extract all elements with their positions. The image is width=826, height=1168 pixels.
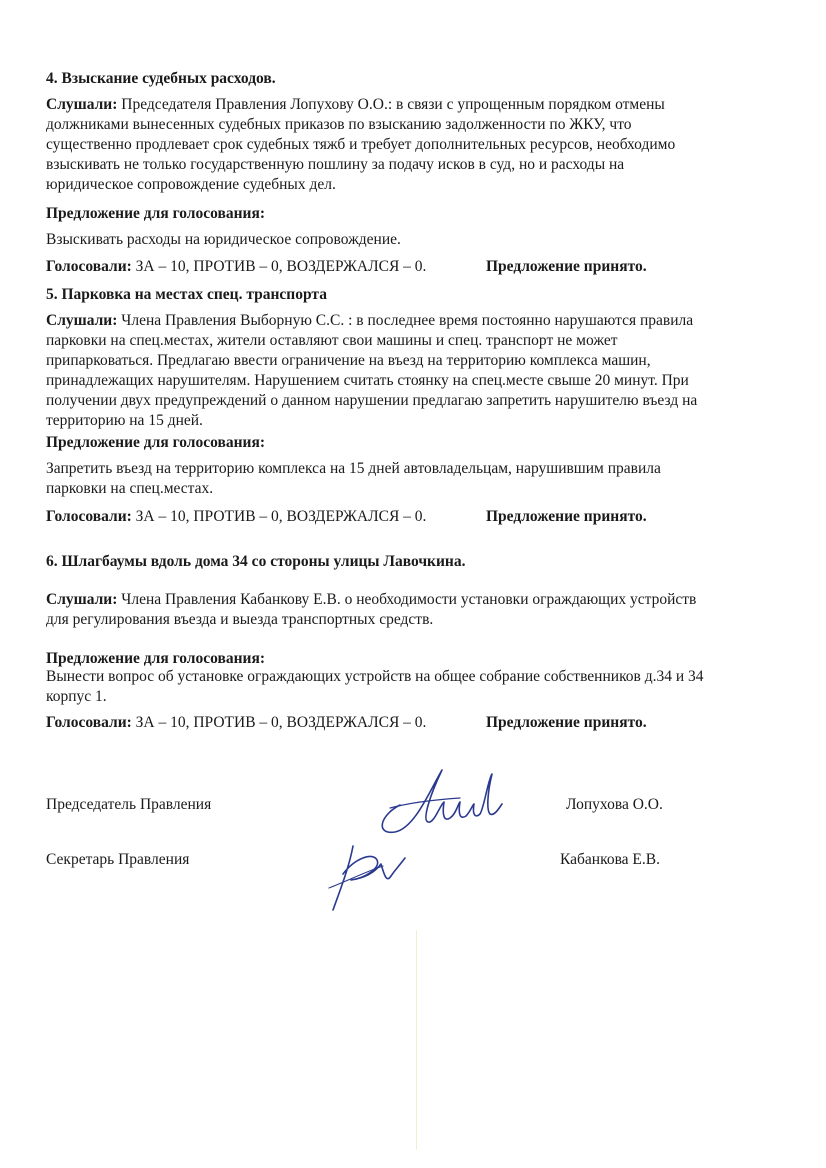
section-4-heard-line: должниками вынесенных судебных приказов по взысканию задолженности по ЖКУ, что <box>46 116 632 133</box>
vote-label: Голосовали: <box>46 508 132 525</box>
section-6-heard-line: для регулирования въезда и выезда транспортных средств. <box>46 611 434 628</box>
section-5-heard-line: припарковаться. Предлагаю ввести ограничение на въезд на территорию комплекса машин, <box>46 352 651 369</box>
section-6-heard-line <box>46 591 696 609</box>
section-5-heard-line: территорию на 15 дней. <box>46 412 203 429</box>
section-4-heard-line: взыскивать не только государственную пошлину за подачу исков в суд, но и расходы на <box>46 156 625 173</box>
section-4-proposal-label: Предложение для голосования: <box>46 205 265 222</box>
section-4-vote-result: Предложение принято. <box>486 258 647 275</box>
section-6-heading: 6. Шлагбаумы вдоль дома 34 со стороны улицы Лавочкина. <box>46 553 466 570</box>
section-4-heard-line: юридическое сопровождение судебных дел. <box>46 176 336 193</box>
vote-text: ЗА – 10, ПРОТИВ – 0, ВОЗДЕРЖАЛСЯ – 0. <box>131 714 427 731</box>
secretary-name: Кабанкова Е.В. <box>560 851 660 868</box>
heard-text: Члена Правления Выборную С.С. : в последнее время постоянно нарушаются правила <box>117 312 694 329</box>
heard-text: Председателя Правления Лопухову О.О.: в связи с упрощенным порядком отмены <box>117 96 665 113</box>
secretary-signature <box>325 838 410 916</box>
section-5-vote-result: Предложение принято. <box>486 508 647 525</box>
section-4-heard-line <box>46 96 665 114</box>
section-5-heard-line: принадлежащих нарушителям. Нарушением считать стоянку на спец.месте свыше 20 минут. При <box>46 372 689 389</box>
section-6-vote-line <box>46 714 426 732</box>
vote-text: ЗА – 10, ПРОТИВ – 0, ВОЗДЕРЖАЛСЯ – 0. <box>131 508 427 525</box>
section-6-proposal-line: корпус 1. <box>46 688 107 705</box>
vote-text: ЗА – 10, ПРОТИВ – 0, ВОЗДЕРЖАЛСЯ – 0. <box>131 258 427 275</box>
section-6-proposal-label: Предложение для голосования: <box>46 650 265 667</box>
heard-label: Слушали: <box>46 96 118 113</box>
section-5-proposal-line: Запретить въезд на территорию комплекса на 15 дней автовладельцам, нарушившим правила <box>46 460 661 477</box>
section-5-vote-line <box>46 508 426 526</box>
section-5-heard-line: парковки на спец.местах, жители оставляют свои машины и спец. транспорт не может <box>46 332 618 349</box>
chair-name: Лопухова О.О. <box>566 796 663 813</box>
section-5-proposal-label: Предложение для голосования: <box>46 434 265 451</box>
section-5-heard-line: получении двух предупреждений о данном нарушении предлагаю запретить нарушителю въезд на <box>46 392 698 409</box>
section-5-heading: 5. Парковка на местах спец. транспорта <box>46 286 327 303</box>
secretary-title: Секретарь Правления <box>46 851 190 868</box>
section-6-vote-result: Предложение принято. <box>486 714 647 731</box>
vote-label: Голосовали: <box>46 258 132 275</box>
section-4-heading: 4. Взыскание судебных расходов. <box>46 70 276 87</box>
section-4-vote-line <box>46 258 426 276</box>
vote-label: Голосовали: <box>46 714 132 731</box>
chair-signature <box>370 760 510 840</box>
chair-title: Председатель Правления <box>46 796 212 813</box>
heard-label: Слушали: <box>46 591 118 608</box>
section-4-proposal-line: Взыскивать расходы на юридическое сопровождение. <box>46 231 401 248</box>
heard-text: Члена Правления Кабанкову Е.В. о необходимости установки ограждающих устройств <box>117 591 697 608</box>
section-6-proposal-line: Вынести вопрос об установке ограждающих устройств на общее собрание собственников д.34 и 34 <box>46 668 704 685</box>
scan-fold-line <box>416 930 417 1150</box>
section-5-heard-line <box>46 312 693 330</box>
section-4-heard-line: существенно продлевает срок судебных тяжб и требует дополнительных ресурсов, необходимо <box>46 136 676 153</box>
heard-label: Слушали: <box>46 312 118 329</box>
section-5-proposal-line: парковки на спец.местах. <box>46 480 214 497</box>
